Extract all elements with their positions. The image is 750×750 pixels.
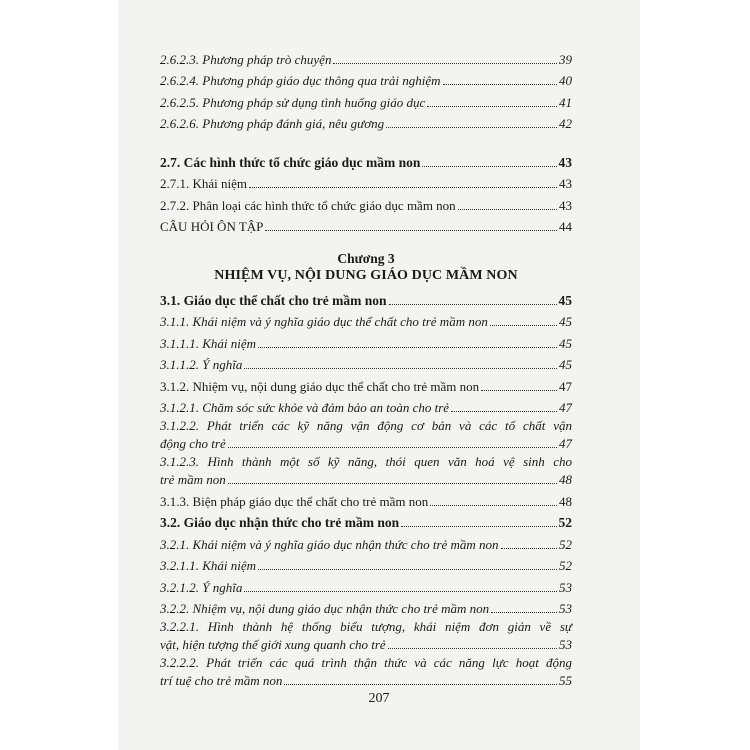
toc-entry-page: 53: [559, 579, 572, 595]
toc-entry-row: [160, 308, 572, 330]
toc-entry-title: 3.2.1. Khái niệm và ý nghĩa giáo dục nhận thức cho trẻ mầm non: [160, 536, 499, 552]
toc-entry-row: [160, 595, 572, 617]
toc-entry: [160, 552, 572, 574]
toc-entry: [160, 372, 572, 394]
toc-entry: [160, 451, 572, 487]
toc-entry: [160, 415, 572, 451]
toc-entry: [160, 530, 572, 552]
dot-leader: [388, 648, 557, 649]
toc-entry-row: [160, 67, 572, 89]
dot-leader: [501, 548, 557, 549]
dot-leader: [244, 591, 557, 592]
chapter-label: Chương 3: [337, 251, 395, 266]
toc-entry-page: 41: [559, 94, 572, 110]
toc-entry-title: 2.7.2. Phân loại các hình thức tổ chức giáo dục mầm non: [160, 197, 456, 213]
toc-entry-title: 3.1.1.1. Khái niệm: [160, 335, 257, 351]
toc-entry-title: 3.2.1.2. Ý nghĩa: [160, 579, 243, 595]
toc-group-chapter-3: [160, 286, 572, 688]
toc-entry-page: 52: [559, 558, 572, 573]
toc-entry-page: 45: [558, 292, 572, 308]
toc-entry: [160, 110, 572, 132]
dot-leader: [491, 612, 557, 613]
dot-leader: [481, 390, 557, 391]
toc-entry-row: [160, 434, 572, 451]
toc-entry-row: [160, 286, 572, 308]
toc-entry-title: 3.1.1. Khái niệm và ý nghĩa giáo dục thể chất cho trẻ mầm non: [160, 314, 488, 329]
toc-entry-page: 43: [559, 176, 572, 191]
chapter-title: NHIỆM VỤ, NỘI DUNG GIÁO DỤC MẦM NON: [214, 268, 518, 283]
dot-leader: [443, 84, 557, 85]
dot-leader: [389, 304, 557, 305]
toc-entry: [160, 487, 572, 509]
dot-leader: [427, 106, 557, 107]
chapter-heading: [160, 250, 572, 284]
toc-entry-title: 3.1.3. Biện pháp giáo dục thể chất cho trẻ mầm non: [160, 493, 429, 509]
toc-entry-page: 44: [559, 219, 572, 234]
toc-entry-page: 40: [559, 73, 572, 88]
toc-entry: [160, 329, 572, 351]
toc-entry-title: 2.6.2.6. Phương pháp đánh giá, nêu gương: [160, 116, 385, 131]
book-page: [118, 0, 640, 750]
toc-entry-title: 3.2. Giáo dục nhận thức cho trẻ mầm non: [160, 515, 400, 530]
toc-group-2-6: [160, 45, 572, 131]
toc-entry: [160, 213, 572, 235]
toc-entry-page: 45: [559, 357, 572, 372]
toc-entry: [160, 652, 572, 688]
toc-entry-row: [160, 213, 572, 235]
toc-entry-page: 39: [559, 51, 572, 67]
toc-entry-page: 47: [559, 378, 572, 394]
toc-entry-title: trí tuệ cho trẻ mầm non: [160, 673, 283, 688]
dot-leader: [265, 230, 557, 231]
dot-leader: [258, 569, 557, 570]
toc-entry-row: [160, 573, 572, 595]
toc-entry-title: trẻ mầm non: [160, 472, 226, 487]
toc-entry-row: [160, 470, 572, 487]
dot-leader: [422, 166, 556, 167]
dot-leader: [333, 63, 557, 64]
toc-entry: [160, 67, 572, 89]
toc-entry: [160, 573, 572, 595]
toc-entry: [160, 45, 572, 67]
toc-entry-row: [160, 671, 572, 688]
toc-entry-title: 2.7.1. Khái niệm: [160, 176, 248, 191]
toc-entry-row: [160, 329, 572, 351]
toc-entry-page: 45: [559, 314, 572, 329]
toc-entry-row: [160, 45, 572, 67]
toc-entry-line: 3.1.2.3. Hình thành một số kỹ năng, thói quen văn hoá vệ sinh cho: [160, 454, 572, 469]
toc-entry-page: 55: [559, 673, 572, 688]
toc-entry-page: 42: [559, 116, 572, 131]
toc-entry: [160, 351, 572, 373]
toc-entry: [160, 286, 572, 308]
toc-entry: [160, 88, 572, 110]
dot-leader: [228, 483, 557, 484]
dot-leader: [244, 368, 557, 369]
toc-entry-page: 48: [559, 472, 572, 487]
toc-entry-page: 53: [559, 637, 572, 652]
toc-entry-row: [160, 394, 572, 416]
toc-entry-row: [160, 509, 572, 531]
toc-entry-page: 47: [559, 400, 572, 415]
dot-leader: [490, 325, 557, 326]
toc-entry-row: [160, 170, 572, 192]
toc-entry-title: 2.6.2.4. Phương pháp giáo dục thông qua trải nghiệm: [160, 73, 441, 88]
dot-leader: [258, 347, 557, 348]
toc-entry: [160, 509, 572, 531]
dot-leader: [228, 447, 557, 448]
toc-entry-row: [160, 487, 572, 509]
toc-entry-title: vật, hiện tượng thế giới xung quanh cho trẻ: [160, 637, 386, 652]
toc-entry: [160, 394, 572, 416]
toc-entry: [160, 616, 572, 652]
toc-entry-title: 2.6.2.5. Phương pháp sử dụng tình huống giáo dục: [160, 94, 426, 110]
dot-leader: [249, 187, 557, 188]
toc-entry-title: 3.1. Giáo dục thể chất cho trẻ mầm non: [160, 292, 387, 308]
dot-leader: [401, 526, 556, 527]
dot-leader: [458, 209, 557, 210]
toc-entry-page: 52: [559, 536, 572, 552]
toc-entry-page: 48: [559, 493, 572, 509]
toc-entry-row: [160, 351, 572, 373]
toc-entry-row: [160, 191, 572, 213]
toc-entry-row: [160, 372, 572, 394]
toc-entry: [160, 191, 572, 213]
toc-entry: [160, 308, 572, 330]
toc-entry-page: 47: [559, 436, 572, 451]
toc-entry-title: 3.1.1.2. Ý nghĩa: [160, 357, 243, 372]
toc-entry-line: 3.2.2.1. Hình thành hệ thống biểu tượng, khái niệm đơn giản về sự: [160, 619, 572, 634]
toc-entry-page: 43: [558, 154, 572, 170]
toc-entry-page: 43: [559, 197, 572, 213]
toc-entry-row: [160, 88, 572, 110]
toc-entry: [160, 148, 572, 170]
toc-entry-row: [160, 635, 572, 652]
dot-leader: [284, 684, 557, 685]
dot-leader: [451, 411, 557, 412]
toc-entry-title: 2.7. Các hình thức tổ chức giáo dục mầm non: [160, 154, 421, 170]
toc-entry-title: 3.1.2.1. Chăm sóc sức khỏe và đảm bảo an toàn cho trẻ: [160, 400, 450, 415]
toc-entry-title: 3.2.2. Nhiệm vụ, nội dung giáo dục nhận thức cho trẻ mầm non: [160, 601, 490, 616]
toc-entry-title: 2.6.2.3. Phương pháp trò chuyện: [160, 51, 332, 67]
toc-entry-title: 3.2.1.1. Khái niệm: [160, 558, 257, 573]
dot-leader: [386, 127, 557, 128]
toc-entry-page: 53: [559, 601, 572, 616]
toc-entry-title: động cho trẻ: [160, 436, 226, 451]
toc-entry-line: 3.2.2.2. Phát triển các quá trình thận thức và các năng lực hoạt động: [160, 655, 572, 670]
toc-entry-page: 45: [559, 335, 572, 351]
toc-entry-row: [160, 110, 572, 132]
page-number: 207: [368, 691, 390, 706]
toc-entry-line: 3.1.2.2. Phát triển các kỹ năng vận động cơ bản và các tố chất vận: [160, 418, 572, 433]
toc-entry-title: CÂU HỎI ÔN TẬP: [160, 219, 264, 234]
table-of-contents: [160, 45, 572, 688]
toc-entry: [160, 595, 572, 617]
toc-entry-row: [160, 148, 572, 170]
toc-group-2-7: [160, 148, 572, 234]
dot-leader: [430, 505, 557, 506]
toc-entry-row: [160, 530, 572, 552]
toc-entry: [160, 170, 572, 192]
toc-entry-title: 3.1.2. Nhiệm vụ, nội dung giáo dục thể chất cho trẻ mầm non: [160, 378, 480, 394]
toc-entry-page: 52: [558, 515, 572, 530]
toc-entry-row: [160, 552, 572, 574]
